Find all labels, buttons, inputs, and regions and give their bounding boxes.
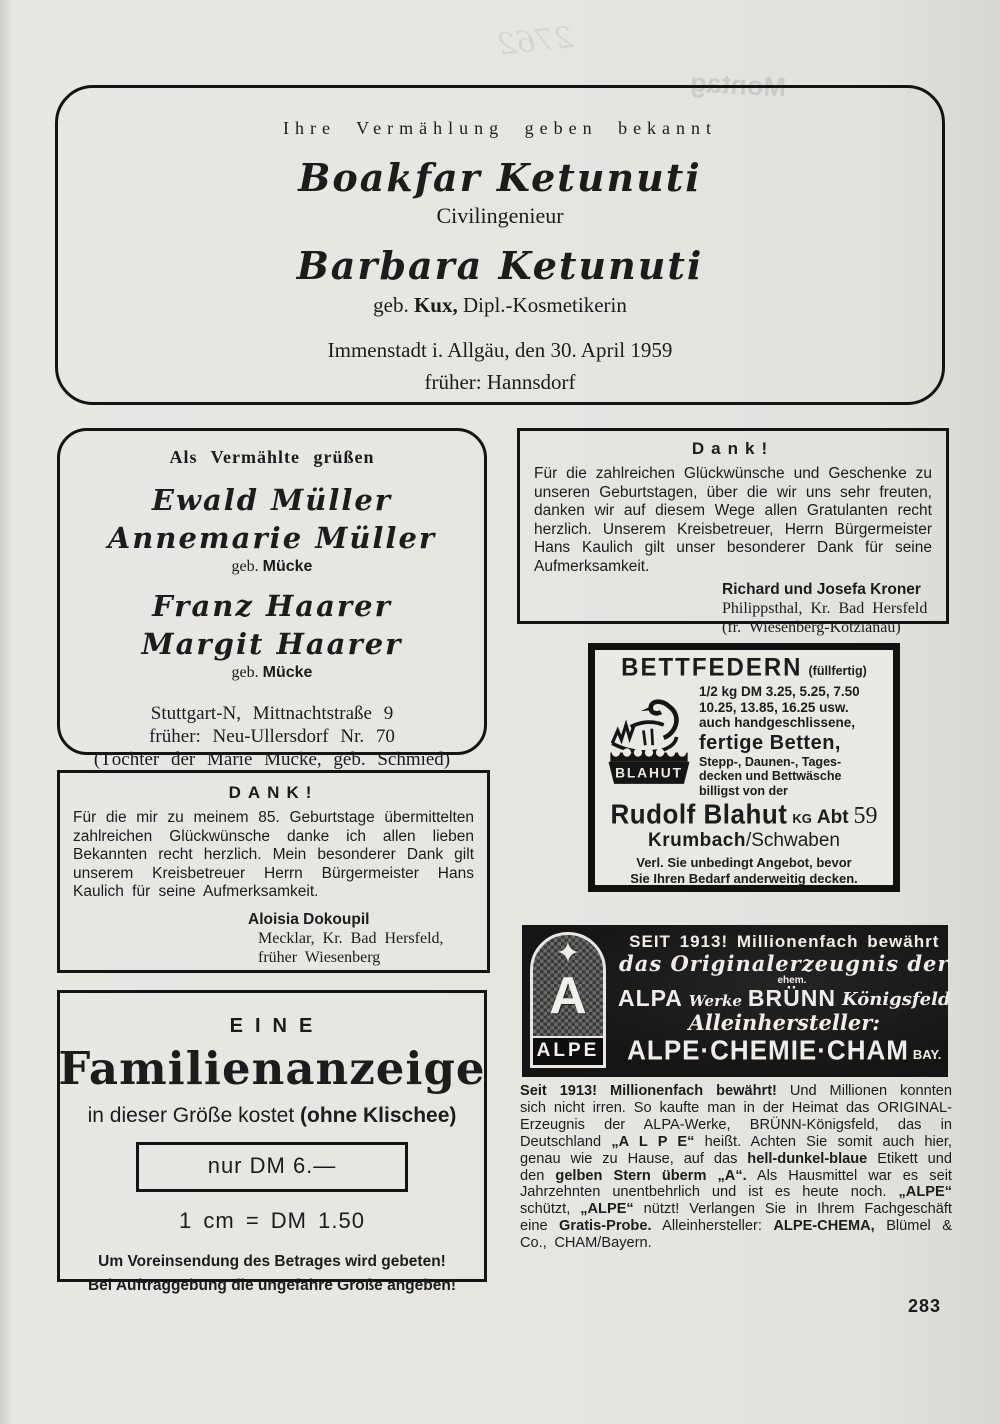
price-box-notes [88,1250,456,1298]
greeting-headline: Als Vermählte grüßen [169,447,375,467]
couple1-maiden-line [232,558,313,576]
price-box-familienanzeige: Familienanzeige [58,1042,486,1095]
thanks-kroner-title: Dank! [691,439,775,458]
bettfedern-price1: 1/2 kg DM 3.25, 5.25, 7.50 [699,684,860,699]
bettfedern-ad [588,643,900,892]
alpe-chemie-ad [522,925,951,1077]
alpa-werke: Werke [688,992,742,1010]
price-box-klischee: (ohne Klischee) [300,1104,457,1127]
price-box-size-line [88,1104,457,1128]
bettfedern-line3: auch handgeschlissene, [699,715,856,730]
couple1-name2: Annemarie Müller [107,521,437,555]
thanks-dokoupil-former: früher Wiesenberg [258,948,381,966]
thanks-kroner-place: Philippsthal, Kr. Bad Hersfeld [722,599,928,617]
alpe-chemie-cham-line [627,1035,941,1066]
bettfedern-brand: BETTFEDERN [621,653,803,682]
price-box-eine: EINE [229,1015,325,1037]
bride-name: Barbara Ketunuti [296,243,704,288]
bettfedern-line4: fertige Betten, [699,731,841,754]
bettfedern-company-line [601,799,887,830]
alpe-logo [530,932,610,1071]
bettfedern-dept: 59 [853,803,878,829]
bettfedern-note: (füllfertig) [808,664,867,678]
bleedthrough-handwritten-number: 2762 [495,20,575,63]
bettfedern-region: /Schwaben [745,830,840,851]
couple1-name1: Ewald Müller [151,483,393,517]
price-box-note1: Um Voreinsendung des Betrages wird gebeten! [98,1253,446,1270]
thanks-notice-dokoupil [57,770,490,973]
bettfedern-line7: billigst von der [699,783,788,798]
thanks-kroner-former: (fr. Wiesenberg-Kotzianau) [722,618,901,636]
blahut-logo-text: BLAHUT [615,765,683,781]
thanks-kroner-signature-block [722,580,932,637]
alpe-logo-wordmark: ALPE [533,1036,603,1065]
alpe-arch-emblem [530,932,606,1068]
familienanzeige-price-box [57,990,487,1294]
price-box-amount: nur DM 6.— [136,1142,408,1192]
groom-name: Boakfar Ketunuti [298,155,702,200]
price-box-size-text: in dieser Größe kostet [87,1104,301,1127]
alpe-ad-brands-line [618,976,951,1010]
alpe-bay-label: BAY. [912,1047,942,1062]
groom-title: Civilingenieur [436,203,564,228]
bettfedern-footer1: Verl. Sie unbedingt Angebot, bevor [636,855,852,870]
greeting-address-line2: früher: Neu-Ullersdorf Nr. 70 [149,726,395,747]
couple2-name1: Franz Haarer [152,589,392,623]
alpe-advertorial-text: Seit 1913! Millionenfach bewährt! Und Millionen konnten sich nicht irren. So kaufte man in der Heimat das ORIGINAL-Erzeugnis der ALPA-Werke, BRÜNN-Königsfeld, das in Deutschland „A L P E“ heißt. Achten Sie somit auch hier, genau wie zu Hause, auf das hell-dunkel-blaue Etikett und den gelben Stern überm „A“. Als Hausmittel war es seit Jahrzehnten unentbehrlich und ist es heute noch. „ALPE“ schützt, „ALPE“ nützt! Verlangen Sie in Ihrem Fachgeschäft eine Gratis-Probe. Alleinhersteller: ALPE-CHEMA, Blümel & Co., CHAM/Bayern. [520,1083,952,1252]
greeting-address-line1: Stuttgart-N, Mittnachtstraße 9 [150,703,394,724]
swan-icon [603,684,695,788]
newlyweds-greeting-box [57,428,487,770]
thanks-dokoupil-signature-block [248,910,474,967]
alpe-ad-script1: das Originalerzeugnis der [619,951,950,976]
wedding-place-date: Immenstadt i. Allgäu, den 30. April 1959 [327,338,673,362]
couple1-geb-prefix: geb. [231,558,263,575]
bride-maiden-line [373,293,627,318]
price-box-note2: Bei Auftraggebung die ungefähre Größe angeben! [87,1277,456,1294]
wedding-former-residence: früher: Hannsdorf [424,370,576,394]
bettfedern-footer [601,855,887,886]
thanks-notice-kroner [517,428,949,636]
couple1-maiden-name: Mücke [262,558,313,575]
blahut-swan-logo [601,684,697,798]
alpe-logo-letter: A [549,967,587,1025]
bettfedern-city: Krumbach [648,830,746,851]
bettfedern-abt: Abt [816,807,849,828]
couple2-maiden-name: Mücke [262,664,313,681]
bettfedern-price2: 10.25, 13.85, 16.25 usw. [699,699,849,715]
thanks-kroner-signature: Richard und Josefa Kroner [722,580,921,598]
couple2-name2: Margit Haarer [141,627,403,661]
alpe-ad-headline: SEIT 1913! Millionenfach bewährt [629,932,940,951]
bettfedern-line5: Stepp-, Daunen-, Tages- [699,754,842,769]
couple2-maiden-line [232,664,313,682]
thanks-dokoupil-title: DANK! [228,783,319,802]
thanks-dokoupil-body: Für die mir zu meinem 85. Geburtstage übermittelten zahlreichen Glückwünsche danke ich allen lieben Bekannten recht herzlich. Mein besonderer Dank gilt unserem Kreisbetreuer Herrn Bürgermeister Hans Kaulich für seine Aufmerksamkeit. [73,809,474,901]
bettfedern-header [601,654,887,682]
koenigsfeld-label: Königsfeld [841,989,951,1010]
bettfedern-city-line [601,830,887,852]
alpe-ad-script2: Alleinhersteller: [688,1010,881,1035]
bruenn-brand: BRÜNN [747,985,836,1011]
bruenn-stack [748,976,836,1010]
alpe-chemie-cham-brand: ALPE·CHEMIE·CHAM [627,1034,909,1066]
wedding-announcement-box [55,85,945,405]
bride-geb-prefix: geb. [373,293,414,317]
thanks-kroner-body: Für die zahlreichen Glückwünsche und Geschenke zu unseren Geburtstagen, über die wir uns sehr freuten, danken wir auf diesem Wege allen Gratulanten recht herzlich. Unserem Kreisbetreuer, Herrn Bürgermeister Hans Kaulich gilt unser besonderer Dank für seine Aufmerksamkeit. [534,465,932,575]
price-box-rate: 1 cm = DM 1.50 [179,1208,365,1233]
greeting-address-block [94,702,450,771]
greeting-address-line3: (Töchter der Marie Mücke, geb. Schmied) [93,749,451,770]
thanks-dokoupil-signature: Aloisia Dokoupil [248,910,370,928]
page-number: 283 [908,1296,942,1316]
wedding-headline: Ihre Vermählung geben bekannt [282,118,718,138]
bleedthrough-stamp: Montag [689,67,787,103]
alpe-star-icon: ✦ [555,937,581,970]
thanks-dokoupil-place: Mecklar, Kr. Bad Hersfeld, [258,929,444,947]
bettfedern-kg: KG [792,811,812,826]
alpa-brand: ALPA [618,985,683,1011]
bettfedern-line6: decken und Bettwäsche [699,769,842,783]
bride-profession: Dipl.-Kosmetikerin [457,293,627,317]
bride-maiden-name: Kux, [413,293,458,317]
alpe-ehem: ehem. [777,975,807,986]
bettfedern-company: Rudolf Blahut [610,797,788,831]
couple2-geb-prefix: geb. [231,664,263,681]
bettfedern-footer2: Sie Ihren Bedarf anderweitig decken. [630,870,858,886]
